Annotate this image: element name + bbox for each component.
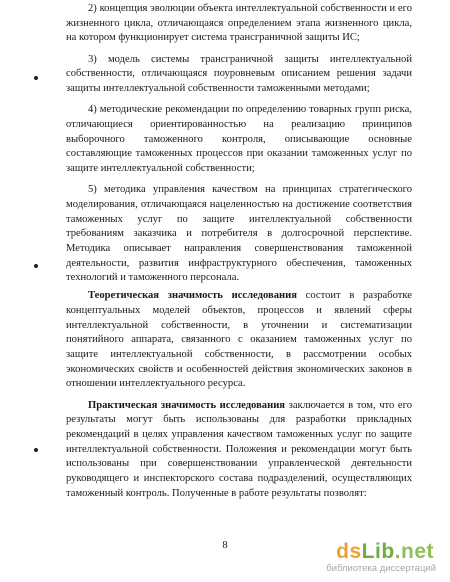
dslib-logo bbox=[336, 540, 434, 564]
paragraph-method-recommendations: 4) методические рекомендации по определению товарных групп риска, отличающиеся ориентированностью на реализацию принципов выборочного таможенного контроля, описывающие основные составляющие таможенных процессов при оказании таможенных услуг по защите интеллектуальной собственности; bbox=[66, 104, 412, 175]
watermark-tagline: библиотека диссертаций bbox=[326, 563, 436, 574]
paragraph-quality-management: 5) методика управления качеством на принципах стратегического моделирования, отличающаяся нацеленностью на достижение соответствия таможенных услуг по защите интеллектуальной собственности требованиям заказчика и потребителя в долгосрочной перспективе. Методика описывает направления совершенствования таможенной деятельности, развития инфраструктурного обеспечения, таможенных технологий и таможенного персонала. bbox=[66, 184, 412, 284]
theoretical-heading: Теоретическая значимость исследования bbox=[88, 290, 297, 302]
logo-ds: ds bbox=[336, 540, 362, 563]
practical-heading: Практическая значимость исследования bbox=[88, 399, 286, 411]
paragraph-theoretical-significance bbox=[66, 289, 412, 392]
body-text bbox=[66, 2, 412, 508]
binding-hole-mark bbox=[34, 448, 38, 452]
paragraph-concept-evolution: 2) концепция эволюции объекта интеллектуальной собственности и его жизненного цикла, отличающаяся определением этапа жизненного цикла, на котором функционирует система трансграничной защиты ИС; bbox=[66, 3, 412, 44]
theoretical-text: состоит в разработке концептуальных моделей объектов, процессов и явлений сферы интеллектуальной собственности, в уточнении и систематизации понятийного аппарата, связанного с оказанием таможенных услуг по защите интеллектуальной собственности, в рассмотрении особых экономических свойств и особенностей действия экономических законов в отношении интеллектуального ресурса. bbox=[66, 290, 412, 390]
binding-hole-mark bbox=[34, 264, 38, 268]
logo-lib: Lib bbox=[361, 540, 395, 563]
paragraph-system-model: 3) модель системы трансграничной защиты интеллектуальной собственности, отличающаяся поуровневым описанием решения задачи защиты интеллектуальной собственности таможенными методами; bbox=[66, 53, 412, 95]
practical-text: заключается в том, что его результаты могут быть использованы для разработки прикладных рекомендаций в целях управления качеством таможенных услуг по защите интеллектуальной собственности. Положения и рекомендации могут быть использованы при совершенствовании управленческой деятельности руководящего и инспекторского состава подразделений, осуществляющих таможенный контроль. Полученные в работе результаты позволят: bbox=[66, 399, 412, 499]
logo-net: .net bbox=[394, 540, 434, 563]
dslib-watermark[interactable] bbox=[320, 540, 440, 576]
page-number: 8 bbox=[222, 540, 228, 551]
binding-hole-mark bbox=[34, 76, 38, 80]
paragraph-practical-significance bbox=[66, 399, 412, 502]
